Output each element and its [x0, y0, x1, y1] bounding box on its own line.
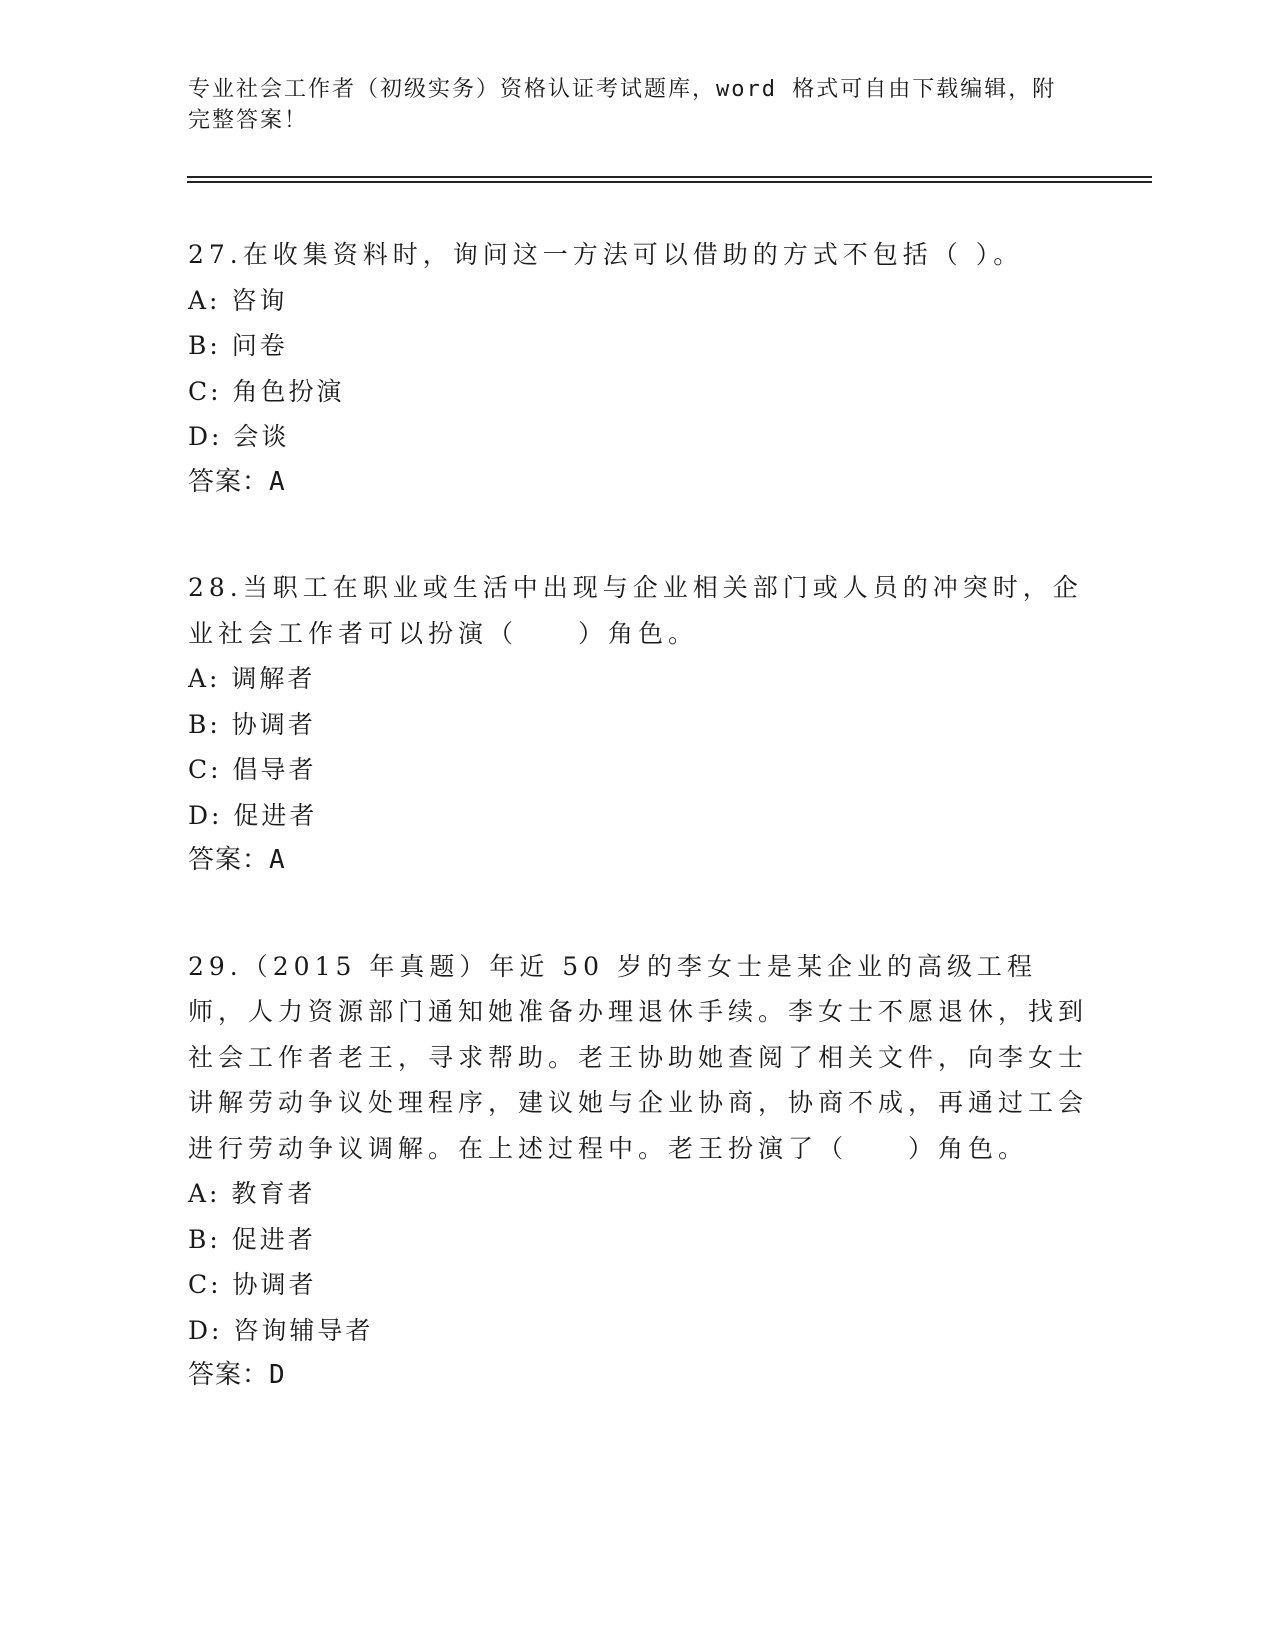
question-28 — [188, 565, 1088, 884]
option-d: D: 促进者 — [188, 800, 318, 830]
document-header — [188, 74, 1068, 136]
option-a: A: 调解者 — [188, 664, 316, 693]
option-b: B: 问卷 — [188, 331, 288, 360]
header-divider-top — [187, 176, 1152, 178]
header-text: 专业社会工作者（初级实务）资格认证考试题库，word 格式可自由下载编辑，附完整答案！ — [188, 77, 1057, 133]
option-d: D: 咨询辅导者 — [188, 1315, 374, 1345]
option-a: A: 咨询 — [188, 285, 288, 315]
question-stem: 29.（2015 年真题）年近 50 岁的李女士是某企业的高级工程师，人力资源部门通知她准备办理退休手续。李女士不愿退休，找到社会工作者老王，寻求帮助。老王协助她查阅了相关文件，向李女士讲解劳动争议处理程序，建议她与企业协商，协商不成，再通过工会进行劳动争议调解。在上述过程中。老王扮演了（ ）角色。 — [188, 951, 1089, 1163]
option-c: C: 角色扮演 — [188, 376, 345, 406]
option-c: C: 倡导者 — [188, 755, 317, 784]
option-d: D: 会谈 — [188, 422, 290, 451]
answer-line: 答案：A — [188, 845, 286, 875]
question-29 — [188, 944, 1088, 1399]
answer-line: 答案：D — [188, 1360, 286, 1390]
answer-line: 答案：A — [188, 466, 286, 497]
question-list — [188, 232, 1088, 1459]
option-b: B: 协调者 — [188, 709, 316, 739]
question-stem: 27.在收集资料时，询问这一方法可以借助的方式不包括（ ）。 — [188, 240, 1024, 269]
option-b: B: 促进者 — [188, 1224, 316, 1254]
option-c: C: 协调者 — [188, 1270, 317, 1299]
question-stem: 28.当职工在职业或生活中出现与企业相关部门或人员的冲突时，企业社会工作者可以扮演（ ）角色。 — [188, 573, 1083, 648]
header-divider-bottom — [187, 181, 1152, 183]
option-a: A: 教育者 — [188, 1179, 316, 1208]
question-27 — [188, 232, 1088, 505]
